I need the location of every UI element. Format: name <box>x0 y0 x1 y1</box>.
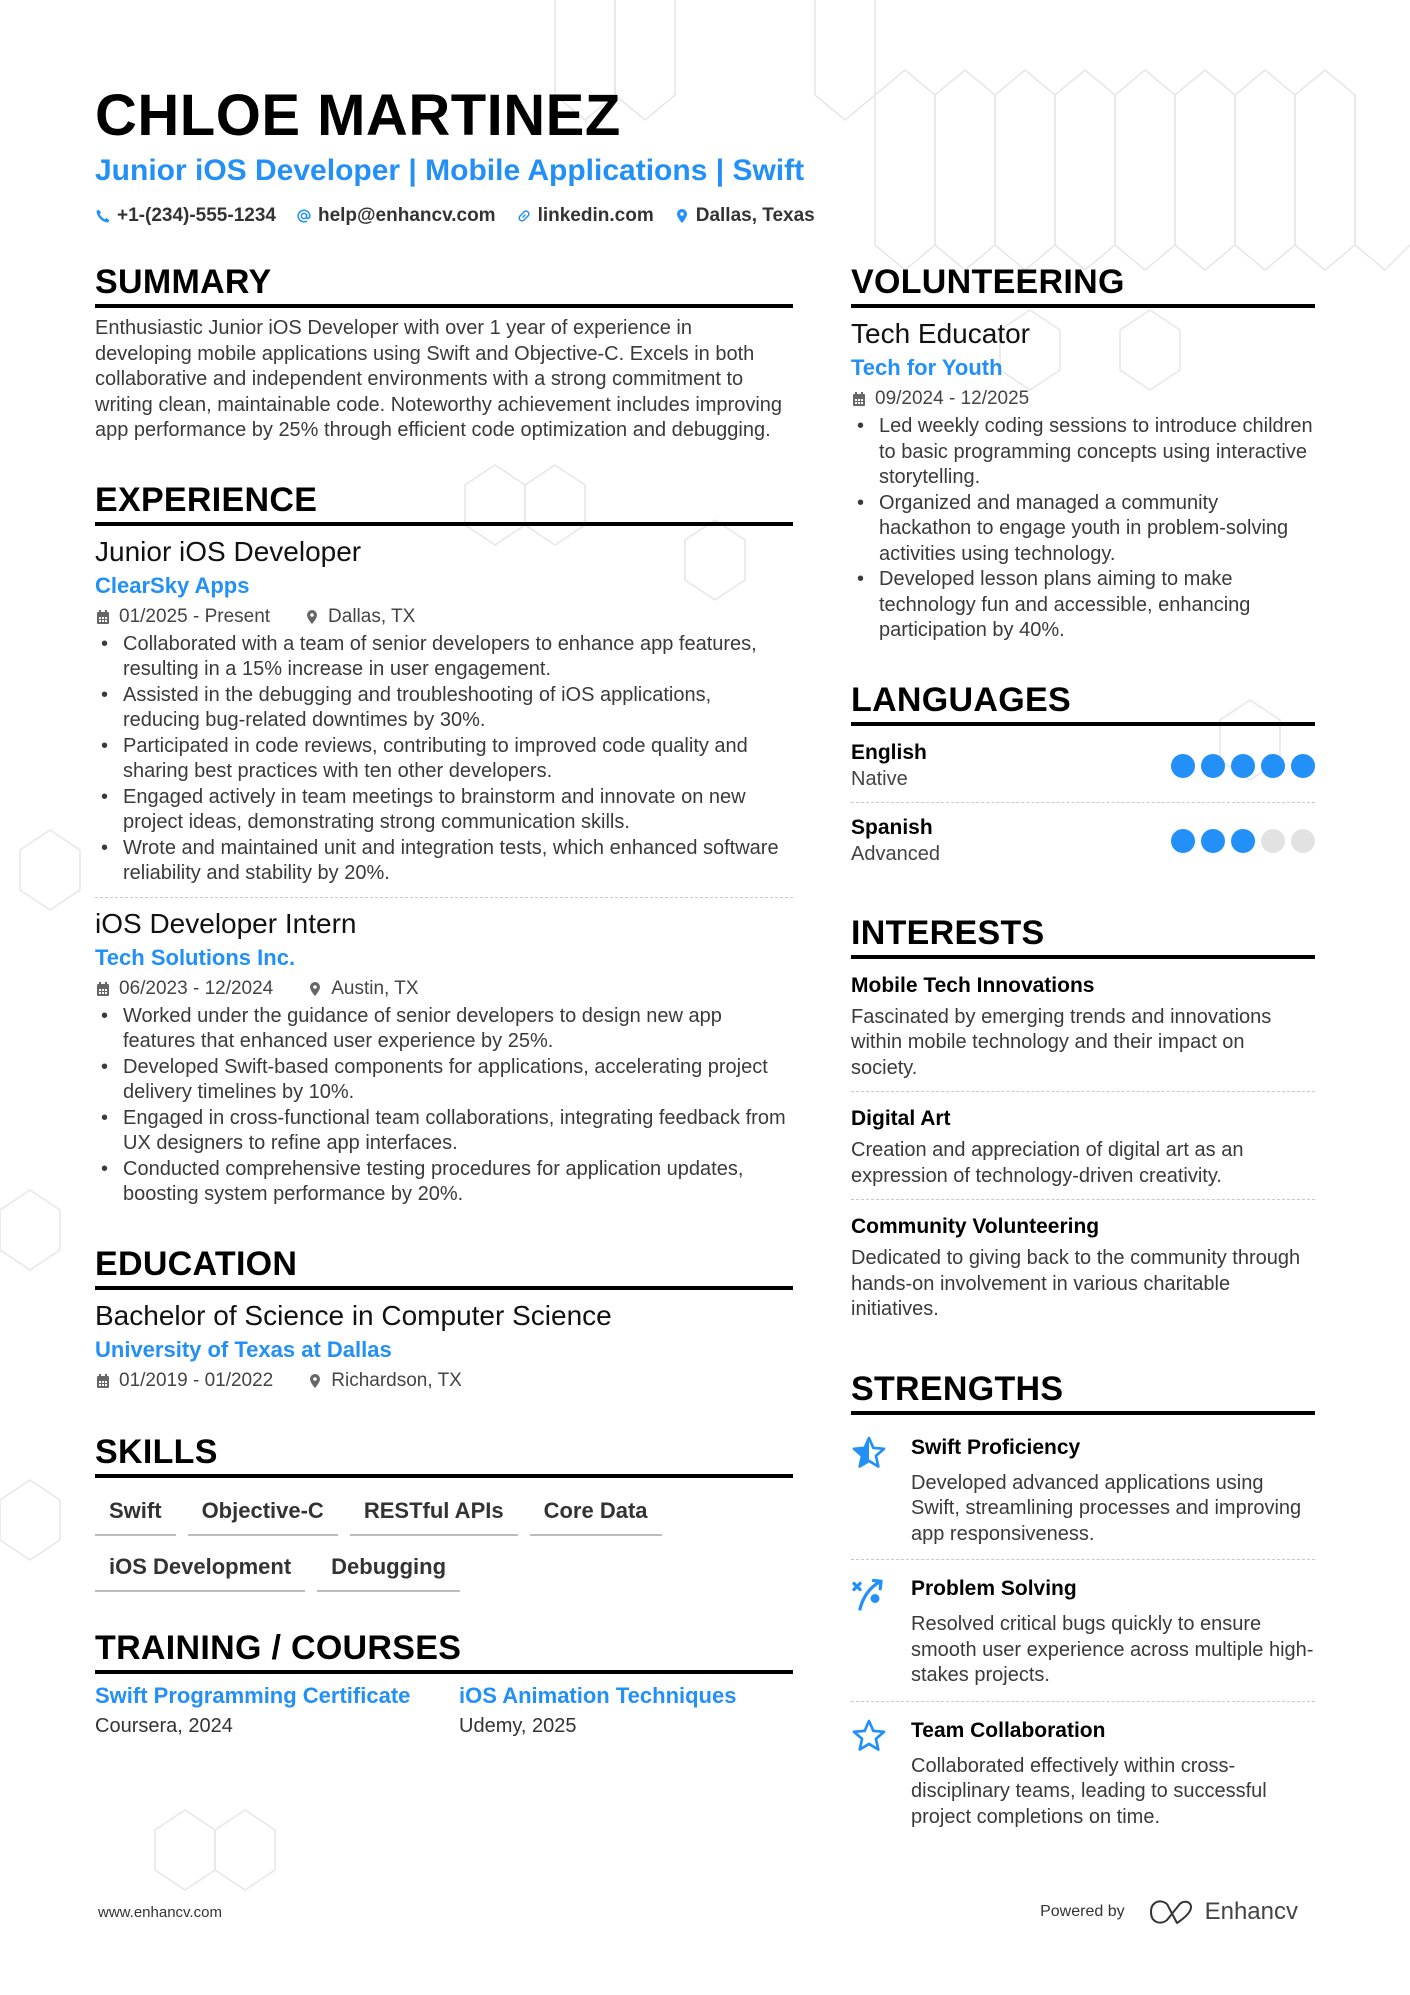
training-section <box>95 1628 793 1741</box>
location-icon <box>674 208 690 224</box>
skill-tag: iOS Development <box>95 1550 305 1592</box>
rating-dot-empty <box>1261 829 1285 853</box>
powered-by-label: Powered by <box>1040 1903 1125 1920</box>
skills-list <box>95 1486 793 1592</box>
bullet-item: • Conducted comprehensive testing procedures for application updates, boosting system performance by 20%. <box>95 1157 793 1208</box>
half-star-icon <box>851 1435 887 1471</box>
education-location: Richardson, TX <box>331 1369 462 1391</box>
strength-text: Resolved critical bugs quickly to ensure smooth user experience across multiple high-stakes projects. <box>911 1613 1314 1686</box>
section-heading: STRENGTHS <box>851 1369 1315 1415</box>
page-footer <box>98 1898 1298 1926</box>
contact-linkedin[interactable] <box>516 204 654 228</box>
bullet-item: • Engaged actively in team meetings to brainstorm and innovate on new project ideas, demonstrating strong communication skills. <box>95 785 793 836</box>
language-item <box>851 802 1315 877</box>
location-icon <box>307 1373 323 1389</box>
language-item <box>851 734 1315 802</box>
skill-tag: Objective-C <box>188 1494 338 1536</box>
education-dates: 01/2019 - 01/2022 <box>119 1369 274 1391</box>
star-outline-icon <box>851 1718 887 1754</box>
interest-title: Digital Art <box>851 1107 951 1130</box>
job-meta <box>95 974 793 1004</box>
location-icon <box>307 981 323 997</box>
interest-text: Dedicated to giving back to the community through hands-on involvement in various charitable initiatives. <box>851 1247 1301 1320</box>
strength-text: Developed advanced applications using Swift, streamlining processes and improving app responsiveness. <box>911 1471 1302 1545</box>
volunteering-section <box>851 262 1315 644</box>
section-heading: INTERESTS <box>851 913 1315 959</box>
course-item <box>95 1682 429 1741</box>
interest-text: Creation and appreciation of digital art as an expression of technology-driven creativity. <box>851 1139 1244 1187</box>
rating-dot-filled <box>1231 754 1255 778</box>
phone-text: +1-(234)-555-1234 <box>117 205 276 226</box>
contact-phone[interactable] <box>95 204 276 228</box>
summary-section <box>95 262 793 444</box>
job-title: iOS Developer Intern <box>95 907 357 939</box>
job-location: Austin, TX <box>331 977 419 999</box>
bullet-item: • Developed lesson plans aiming to make technology fun and accessible, enhancing participation by 40%. <box>851 567 1315 644</box>
brand-name: Enhancv <box>1204 1898 1298 1925</box>
job-title: Junior iOS Developer <box>95 535 362 567</box>
interests-section <box>851 913 1315 1333</box>
section-heading: EDUCATION <box>95 1244 793 1290</box>
rating-dot-filled <box>1201 754 1225 778</box>
job-bullets <box>95 1004 793 1208</box>
contact-bar <box>95 204 1315 228</box>
job-dates: 01/2025 - Present <box>119 605 271 627</box>
resume-header <box>95 82 1315 228</box>
skill-tag: Debugging <box>317 1550 460 1592</box>
section-heading: LANGUAGES <box>851 680 1315 726</box>
powered-by <box>1040 1898 1298 1926</box>
strength-item <box>851 1701 1315 1843</box>
calendar-icon <box>95 609 111 625</box>
section-heading: VOLUNTEERING <box>851 262 1315 308</box>
interest-text: Fascinated by emerging trends and innovations within mobile technology and their impact on society. <box>851 1005 1272 1079</box>
interest-item <box>851 967 1315 1092</box>
language-rating <box>1171 829 1315 853</box>
languages-section <box>851 680 1315 877</box>
course-source: Udemy, 2025 <box>459 1714 577 1737</box>
volunteer-meta <box>851 384 1315 414</box>
calendar-icon <box>851 391 867 407</box>
education-section <box>95 1244 793 1396</box>
rating-dot-filled <box>1291 754 1315 778</box>
job-location: Dallas, TX <box>328 605 416 627</box>
course-name: iOS Animation Techniques <box>459 1682 737 1708</box>
courses-list <box>95 1682 793 1741</box>
interest-title: Mobile Tech Innovations <box>851 973 1095 997</box>
calendar-icon <box>95 1373 111 1389</box>
email-text: help@enhancv.com <box>317 205 496 226</box>
volunteer-org: Tech for Youth <box>851 355 1003 380</box>
skills-section <box>95 1432 793 1592</box>
skill-tag: Swift <box>95 1494 176 1536</box>
experience-section <box>95 480 793 1208</box>
interest-item <box>851 1091 1315 1199</box>
volunteer-role: Tech Educator <box>851 318 1030 349</box>
contact-email[interactable] <box>296 204 496 228</box>
section-heading: SKILLS <box>95 1432 793 1478</box>
strength-text: Collaborated effectively within cross-disciplinary teams, leading to successful project completions on time. <box>911 1754 1267 1828</box>
company-name: Tech Solutions Inc. <box>95 944 296 970</box>
linkedin-text: linkedin.com <box>537 205 654 226</box>
language-level: Advanced <box>851 842 940 865</box>
location-icon <box>304 609 320 625</box>
bullet-item: • Organized and managed a community hackathon to engage youth in problem-solving activities using technology. <box>851 491 1315 568</box>
right-column <box>851 262 1315 1878</box>
bullet-item: • Collaborated with a team of senior developers to enhance app features, resulting in a 15% increase in user engagement. <box>95 632 793 683</box>
school-name: University of Texas at Dallas <box>95 1336 392 1362</box>
bullet-item: • Led weekly coding sessions to introduce children to basic programming concepts using interactive storytelling. <box>851 414 1315 491</box>
degree: Bachelor of Science in Computer Science <box>95 1299 612 1331</box>
rating-dot-filled <box>1261 754 1285 778</box>
language-rating <box>1171 754 1315 778</box>
candidate-name: CHLOE MARTINEZ <box>95 83 621 148</box>
company-name: ClearSky Apps <box>95 572 250 598</box>
course-source: Coursera, 2024 <box>95 1714 233 1737</box>
language-name: Spanish <box>851 815 933 839</box>
job-meta <box>95 602 793 632</box>
section-heading: TRAINING / COURSES <box>95 1628 793 1674</box>
volunteer-bullets <box>851 414 1315 644</box>
experience-entry <box>95 906 793 1208</box>
language-level: Native <box>851 767 908 790</box>
course-name: Swift Programming Certificate <box>95 1682 411 1708</box>
skill-tag: Core Data <box>530 1494 662 1536</box>
bullet-item: • Developed Swift-based components for applications, accelerating project delivery timelines by 10%. <box>95 1055 793 1106</box>
strength-title: Swift Proficiency <box>911 1435 1081 1459</box>
interest-title: Community Volunteering <box>851 1215 1100 1238</box>
strength-item <box>851 1559 1315 1701</box>
rating-dot-filled <box>1171 829 1195 853</box>
strength-title: Problem Solving <box>911 1577 1077 1600</box>
calendar-icon <box>95 981 111 997</box>
bullet-item: • Wrote and maintained unit and integration tests, which enhanced software reliability and stability by 20%. <box>95 836 793 887</box>
phone-icon <box>95 208 111 224</box>
strengths-section <box>851 1369 1315 1843</box>
strength-title: Team Collaboration <box>911 1718 1106 1742</box>
link-icon <box>516 208 532 224</box>
language-name: English <box>851 740 927 764</box>
enhancv-logo[interactable] <box>1149 1898 1298 1926</box>
job-bullets <box>95 632 793 887</box>
job-dates: 06/2023 - 12/2024 <box>119 977 274 999</box>
website-link[interactable]: www.enhancv.com <box>98 1903 222 1921</box>
bullet-item: • Participated in code reviews, contributing to improved code quality and sharing best practices with ten other developers. <box>95 734 793 785</box>
strategy-icon <box>851 1576 887 1612</box>
rating-dot-filled <box>1171 754 1195 778</box>
candidate-title: Junior iOS Developer | Mobile Applications | Swift <box>95 154 805 187</box>
volunteer-dates: 09/2024 - 12/2025 <box>875 388 1030 409</box>
bullet-item: • Engaged in cross-functional team collaborations, integrating feedback from UX designers to refine app interfaces. <box>95 1106 793 1157</box>
entry-divider <box>95 897 793 898</box>
left-column <box>95 262 793 1777</box>
strength-item <box>851 1423 1315 1560</box>
bullet-item: • Worked under the guidance of senior developers to design new app features that enhanced user experience by 25%. <box>95 1004 793 1055</box>
contact-location <box>674 204 815 228</box>
enhancv-logo-icon <box>1149 1899 1195 1925</box>
skill-tag: RESTful APIs <box>350 1494 518 1536</box>
education-meta <box>95 1366 793 1396</box>
course-item <box>459 1682 793 1741</box>
section-heading: EXPERIENCE <box>95 480 793 526</box>
rating-dot-filled <box>1201 829 1225 853</box>
rating-dot-empty <box>1291 829 1315 853</box>
section-heading: SUMMARY <box>95 262 793 308</box>
bullet-item: • Assisted in the debugging and troubleshooting of iOS applications, reducing bug-related downtimes by 30%. <box>95 683 793 734</box>
location-text: Dallas, Texas <box>695 205 815 226</box>
at-icon <box>296 208 312 224</box>
summary-text: Enthusiastic Junior iOS Developer with over 1 year of experience in developing mobile applications using Swift and Objective-C. Excels in both collaborative and independent environments with a strong commitment to writing clean, maintainable code. Noteworthy achievement includes improving app performance by 25% through efficient code optimization and debugging. <box>95 317 783 441</box>
experience-entry <box>95 534 793 887</box>
interest-item <box>851 1199 1315 1333</box>
rating-dot-filled <box>1231 829 1255 853</box>
